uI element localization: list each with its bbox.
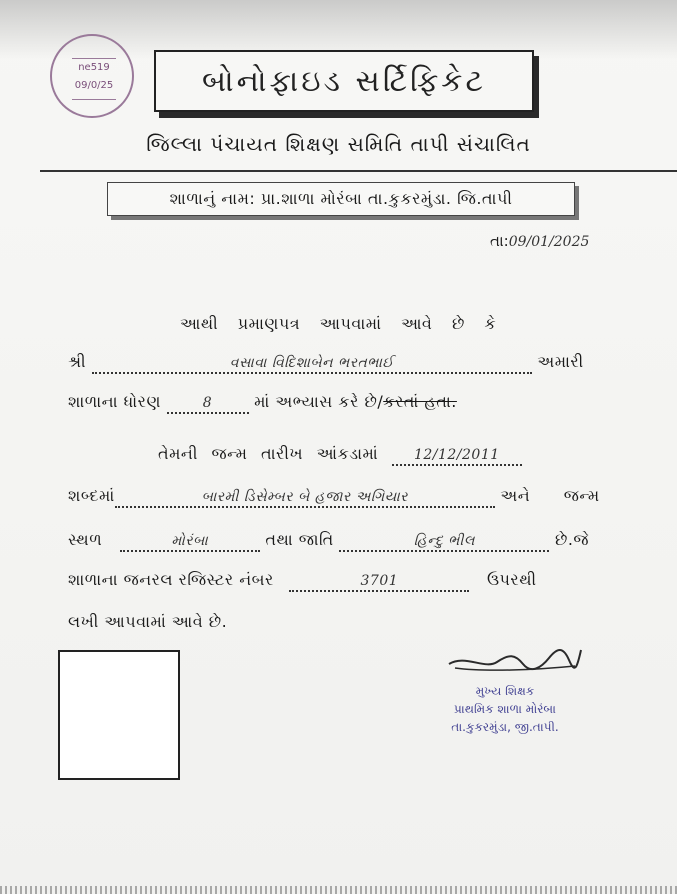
body-line-7 — [68, 570, 537, 592]
committee-subtitle: જિલ્લા પંચાયત શિક્ષણ સમિતિ તાપી સંચાલિત — [146, 132, 531, 156]
seal-number: ne519 — [78, 62, 110, 73]
intro-text: આથી પ્રમાણપત્ર આપવામાં આવે છે કે — [180, 314, 497, 333]
stamp-line-3: તા.કુકરમુંડા, જી.તાપી. — [451, 720, 559, 734]
register-number: 3701 — [289, 572, 469, 592]
stamp-line-2: પ્રાથમિક શાળા મોરંબા — [454, 702, 556, 716]
amari-label: અમારી — [537, 352, 584, 371]
standard-value: 8 — [167, 394, 249, 414]
stamp-line-1: મુખ્ય શિક્ષક — [475, 684, 535, 698]
shri-label: શ્રી — [68, 352, 87, 371]
register-label: શાળાના જનરલ રજિસ્ટર નંબર — [68, 570, 274, 589]
caste-label: તથા જાતિ — [265, 530, 334, 549]
body-line-5 — [68, 486, 600, 508]
issue-date — [490, 232, 640, 250]
ane-label: અને — [500, 486, 531, 505]
dob-words: બારમી ડિસેમ્બર બે હજાર અગિયાર — [115, 488, 495, 508]
caste-value: હિન્દુ ભીલ — [339, 532, 549, 552]
header-divider — [40, 170, 677, 172]
body-line-6 — [68, 530, 589, 552]
date-label: તા: — [490, 232, 509, 250]
certificate-title: બોનોફાઇડ સર્ટિફિકેટ — [154, 50, 534, 112]
body-line-1 — [180, 314, 496, 334]
bottom-dotted-edge — [0, 886, 677, 894]
dob-digits: 12/12/2011 — [392, 446, 522, 466]
body-line-4 — [158, 444, 522, 466]
chhe-label: છે.જે — [554, 530, 590, 549]
photo-placeholder — [58, 650, 180, 780]
studying-text: માં અભ્યાસ કરે છે/ — [254, 392, 384, 411]
school-name-banner: શાળાનું નામ: પ્રા.શાળા મોરંબા તા.કુકરમુંડા. જિ.તાપી — [107, 182, 575, 216]
headmaster-signature-icon — [445, 640, 585, 674]
janm-label: જન્મ — [563, 486, 600, 505]
birth-place: મોરંબા — [120, 532, 260, 552]
closing-text: લખી આપવામાં આવે છે. — [68, 612, 228, 631]
seal-inner — [72, 58, 116, 100]
date-value: 09/01/2025 — [508, 234, 590, 250]
place-label: સ્થળ — [68, 530, 103, 549]
seal-date: 09/0/25 — [74, 80, 114, 91]
student-name: વસાવા વિદિશાબેન ભરતભાઈ — [92, 354, 532, 374]
body-line-2 — [68, 352, 584, 374]
struck-text: કરતાં હતા. — [383, 392, 457, 411]
school-seal — [50, 34, 134, 118]
body-line-3 — [68, 392, 457, 414]
dob-label: તેમની જન્મ તારીખ આંકડામાં — [158, 444, 379, 463]
headmaster-stamp — [420, 682, 590, 736]
standard-label: શાળાના ધોરણ — [68, 392, 161, 411]
words-label: શબ્દમાં — [68, 486, 115, 505]
body-line-8 — [68, 612, 227, 632]
uparthi-label: ઉપરથી — [486, 570, 537, 589]
